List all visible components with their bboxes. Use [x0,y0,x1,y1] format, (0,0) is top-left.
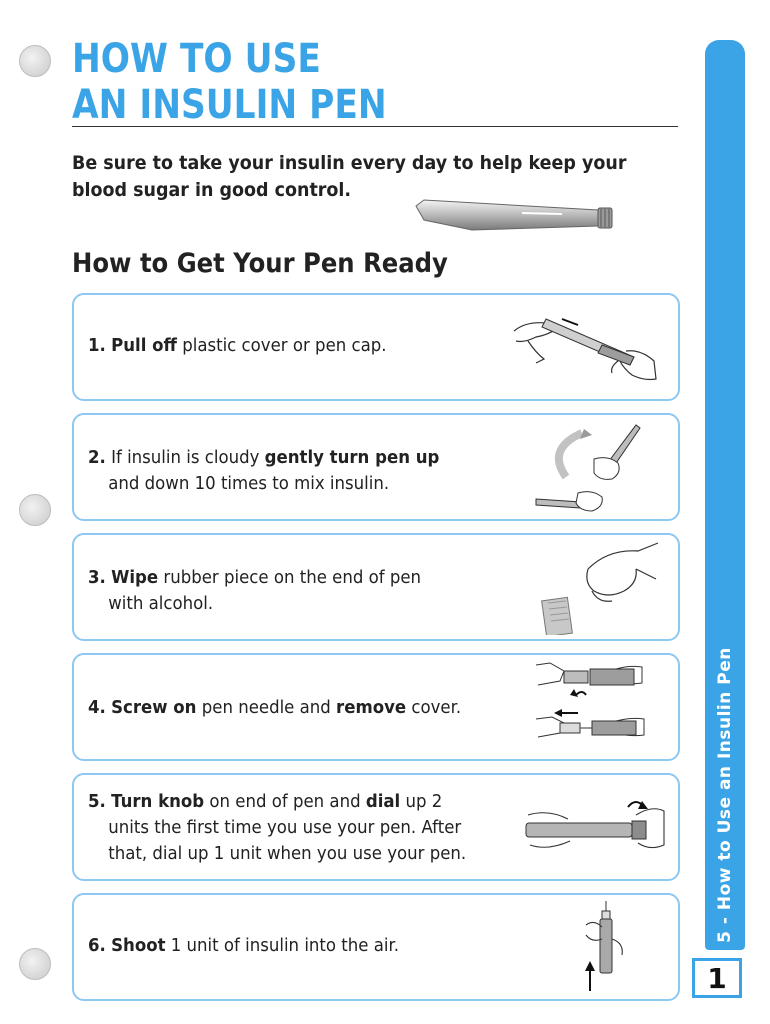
step-5-text: 5. Turn knob on end of pen and dial up 2 units the first time you use your pen. After that, dial up 1 unit when you use your pen. [88,791,467,864]
binder-hole-bottom [19,948,51,980]
side-tab-label: 5 - How to Use an Insulin Pen [715,647,735,943]
title-divider [72,126,678,127]
step-6-box [72,893,680,1001]
title-line-1: HOW TO USE [72,36,321,82]
step-4-text: 4. Screw on pen needle and remove cover. [88,697,462,718]
step-1-box [72,293,680,401]
dial-knob-icon [518,785,668,869]
section-heading: How to Get Your Pen Ready [72,248,448,279]
shoot-air-icon [572,899,632,995]
step-2-box [72,413,680,521]
page-number: 1 [692,958,742,998]
step-1-text: 1. Pull off plastic cover or pen cap. [88,335,387,356]
step-3-text: 3. Wipe rubber piece on the end of pen with alcohol. [88,567,422,614]
intro-text: Be sure to take your insulin every day to help keep your blood sugar in good control. [72,152,627,201]
step-2-text: 2. If insulin is cloudy gently turn pen up and down 10 times to mix insulin. [88,447,440,494]
needle-screw-icon [530,659,670,755]
step-5-box [72,773,680,881]
page-title [72,36,387,128]
binder-hole-middle [19,494,51,526]
step-4-box [72,653,680,761]
step-3-box [72,533,680,641]
hand-turn-pen-icon [526,419,666,515]
hand-pull-cap-icon [506,301,666,391]
binder-hole-top [19,45,51,77]
title-line-2: AN INSULIN PEN [72,82,387,128]
step-6-text: 6. Shoot 1 unit of insulin into the air. [88,935,400,956]
hand-wipe-icon [528,539,668,635]
pen-icon [412,196,618,236]
